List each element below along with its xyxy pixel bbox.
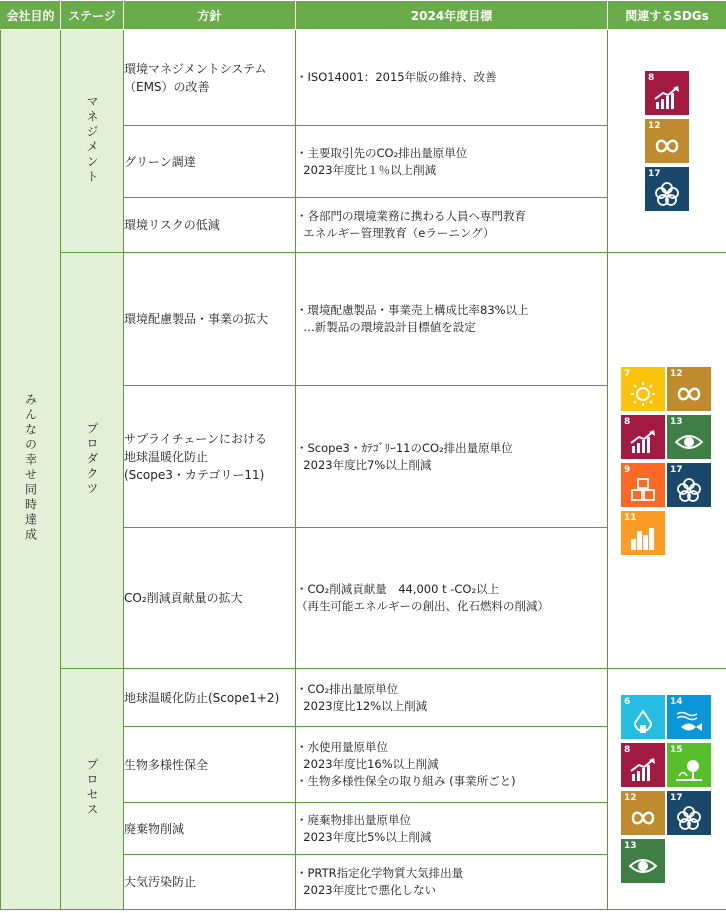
growth-chart-icon: [629, 757, 657, 783]
goal-cell: [296, 198, 608, 253]
sdg-number: 15: [670, 745, 683, 755]
purpose-text: みんなの幸せ同時達成: [23, 393, 38, 543]
sdgs-product-cell: [608, 253, 726, 669]
policy-text: グリーン調達: [124, 154, 196, 169]
policy-cell: [124, 386, 296, 528]
sdg-number: 12: [670, 368, 683, 379]
flower-icon: [653, 181, 681, 207]
sdg-number: 13: [670, 416, 683, 427]
sdg-number: 6: [624, 697, 631, 707]
table-row: [1, 30, 726, 126]
sdg-number: 13: [624, 841, 637, 851]
goal-cell: [296, 126, 608, 198]
policy-cell: [124, 30, 296, 126]
header-policy: 方針: [124, 1, 296, 30]
header-stage: ステージ: [61, 1, 124, 30]
eye-earth-icon: [675, 429, 703, 455]
sdg-13-icon: [621, 839, 665, 883]
sdg-number: 8: [624, 416, 631, 427]
table-row: [1, 253, 726, 386]
policy-cell: [124, 855, 296, 910]
sdg-number: 9: [624, 464, 631, 475]
sdg-12-icon: [667, 367, 711, 411]
growth-chart-icon: [629, 429, 657, 455]
infinity-icon: [629, 805, 657, 831]
flower-icon: [675, 477, 703, 503]
goal-text: ・環境配慮製品・事業売上構成比率83%以上 …新製品の環境設計目標値を設定: [296, 303, 529, 334]
sdg-7-icon: [621, 367, 665, 411]
policy-text: CO₂削減貢献量の拡大: [124, 591, 243, 605]
stage-management-cell: [61, 30, 124, 253]
goal-text: ・Scope3・ｶﾃｺﾞﾘｰ11のCO₂排出量原単位 2023年度比7%以上削減: [296, 440, 513, 472]
policy-cell: [124, 528, 296, 669]
policy-text: 環境配慮製品・事業の拡大: [124, 312, 269, 326]
sdg-number: 12: [648, 121, 661, 131]
sdgs-process-cell: [608, 669, 726, 910]
sdg-9-icon: [621, 463, 665, 507]
policy-text: 大気汚染防止: [124, 875, 197, 889]
purpose-cell: [1, 30, 61, 910]
policy-cell: [124, 253, 296, 386]
sdg-15-icon: [667, 743, 711, 787]
table-header-row: [1, 1, 726, 30]
sdg-number: 17: [670, 793, 683, 803]
sdg-12-icon: [621, 791, 665, 835]
goal-text: ・CO₂排出量原単位 2023度比12%以上削減: [296, 681, 428, 713]
goal-cell: [296, 253, 608, 386]
sdg-number: 7: [624, 368, 631, 379]
sdg-number: 12: [624, 793, 637, 803]
policy-text: 環境リスクの低減: [124, 218, 220, 232]
goal-cell: [296, 855, 608, 910]
sdg-17-icon: [645, 167, 689, 211]
header-sdgs: 関連するSDGs: [608, 1, 726, 30]
policy-cell: [124, 669, 296, 727]
table-row: [1, 669, 726, 727]
sdg-number: 11: [624, 512, 637, 523]
policy-cell: [124, 727, 296, 803]
stage-process: プロセス: [85, 757, 99, 818]
goal-cell: [296, 669, 608, 727]
stage-management: マネジメント: [85, 94, 99, 185]
sdg-8-icon: [621, 415, 665, 459]
sdg-number: 14: [670, 697, 683, 707]
sdg-8-icon: [621, 743, 665, 787]
policy-cell: [124, 803, 296, 855]
water-icon: [629, 709, 657, 735]
sdg-number: 8: [648, 73, 655, 83]
sdg-6-icon: [621, 695, 665, 739]
goal-text: ・廃棄物排出量原単位 2023年度比5%以上削減: [296, 812, 432, 844]
goal-text: ・CO₂削減貢献量 44,000 t -CO₂以上 （再生可能エネルギーの創出、化石燃料の削減）: [296, 582, 549, 613]
policy-text: 環境マネジメントシステム （EMS）の改善: [124, 61, 267, 94]
goal-cell: [296, 727, 608, 803]
goal-cell: [296, 528, 608, 669]
header-purpose: 会社目的: [1, 1, 61, 30]
policy-text: 地球温暖化防止(Scope1+2): [124, 690, 280, 705]
sdgs-management-cell: [608, 30, 726, 253]
sdg-11-icon: [621, 511, 665, 555]
stage-product-cell: [61, 253, 124, 669]
sdg-12-icon: [645, 119, 689, 163]
stage-process-cell: [61, 669, 124, 910]
sdg-17-icon: [667, 791, 711, 835]
policy-text: サプライチェーンにおける 地球温暖化防止 (Scope3・カテゴリー11): [124, 431, 268, 482]
sdg-8-icon: [645, 71, 689, 115]
cubes-icon: [629, 477, 657, 503]
sdg-17-icon: [667, 463, 711, 507]
goal-text: ・水使用量原単位 2023年度比16%以上削減 ・生物多様性保全の取り組み (事業所ごと): [296, 740, 516, 788]
eye-earth-icon: [629, 853, 657, 879]
growth-chart-icon: [653, 85, 681, 111]
goal-cell: [296, 30, 608, 126]
goal-cell: [296, 803, 608, 855]
sdg-14-icon: [667, 695, 711, 739]
header-goal: 2024年度目標: [296, 1, 608, 30]
policy-text: 生物多様性保全: [124, 757, 209, 772]
sdg-number: 17: [670, 464, 683, 475]
infinity-icon: [653, 133, 681, 159]
sdg-13-icon: [667, 415, 711, 459]
goal-text: ・ISO14001：2015年版の維持、改善: [296, 70, 497, 84]
goal-cell: [296, 386, 608, 528]
infinity-icon: [675, 381, 703, 407]
goal-text: ・主要取引先のCO₂排出量原単位 2023年度比１％以上削減: [296, 145, 468, 177]
goal-text: ・PRTR指定化学物質大気排出量 2023年度比で悪化しない: [296, 866, 464, 897]
policy-text: 廃棄物削減: [124, 821, 185, 836]
stage-product: プロダクツ: [85, 421, 99, 497]
goal-text: ・各部門の環境業務に携わる人員へ専門教育 エネルギー管理教育（eラーニング）: [296, 209, 526, 240]
fish-icon: [675, 709, 703, 735]
policy-cell: [124, 198, 296, 253]
policy-cell: [124, 126, 296, 198]
flower-icon: [675, 805, 703, 831]
tree-icon: [675, 757, 703, 783]
sun-icon: [629, 381, 657, 407]
sdg-number: 8: [624, 745, 631, 755]
city-icon: [629, 525, 657, 551]
sdg-number: 17: [648, 169, 661, 179]
